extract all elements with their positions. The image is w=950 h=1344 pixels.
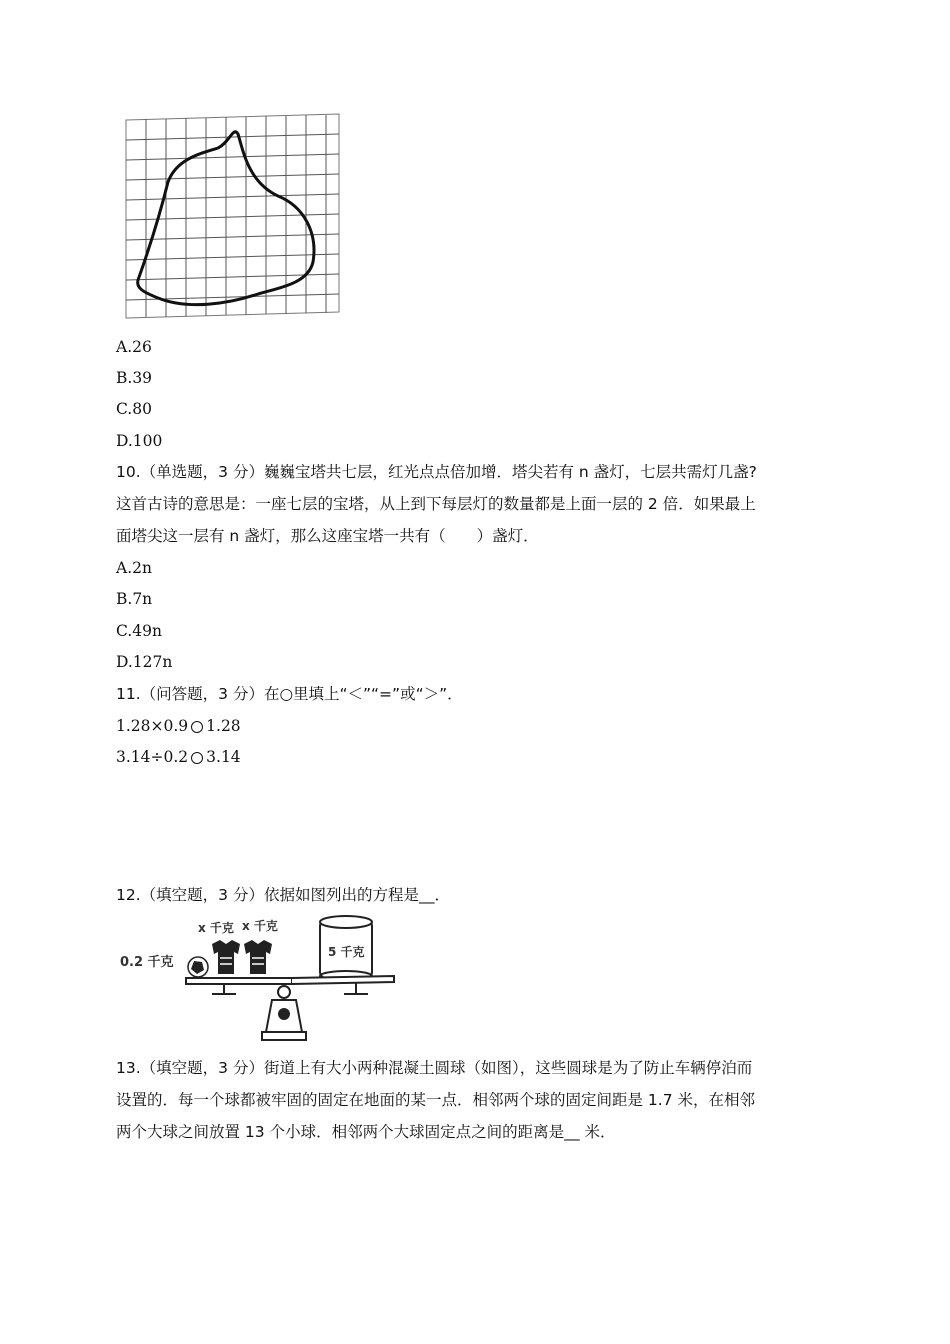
q10-stem-line2: 这首古诗的意思是：一座七层的宝塔，从上到下每层灯的数量都是上面一层的 2 倍．如果最上 xyxy=(116,495,756,513)
scale-base xyxy=(262,986,306,1040)
q12-stem: 12.（填空题，3 分）依据如图列出的方程是__． xyxy=(116,886,450,904)
label-can-weight: 5 千克 xyxy=(328,945,365,959)
q11-expr2-left: 3.14÷0.2 xyxy=(116,748,189,766)
q10-option-a: A.2n xyxy=(116,559,152,577)
q11-expression-1 xyxy=(116,716,241,736)
q13-stem-line2: 设置的．每一个球都被牢固的固定在地面的某一点．相邻两个球的固定间距是 1.7 米，在相邻 xyxy=(116,1091,756,1109)
q10-option-b: B.7n xyxy=(116,590,153,608)
q11-stem: 11.（问答题，3 分）在○里填上“＜”“=”或“＞”． xyxy=(116,685,463,703)
shirt-icon xyxy=(212,940,240,974)
soccer-ball-icon xyxy=(188,957,208,977)
label-ball-weight: 0.2 千克 xyxy=(120,955,174,970)
q9-option-c: C.80 xyxy=(116,400,152,418)
q13-stem-line1: 13.（填空题，3 分）街道上有大小两种混凝土圆球（如图），这些圆球是为了防止车辆停泊而 xyxy=(116,1059,753,1077)
q10-option-d: D.127n xyxy=(116,653,173,671)
q13-stem-line3: 两个大球之间放置 13 个小球．相邻两个大球固定点之间的距离是__ 米． xyxy=(116,1123,616,1141)
q11-expr2-right: 3.14 xyxy=(206,748,241,766)
q11-expr1-left: 1.28×0.9 xyxy=(116,717,189,735)
shirt-icon xyxy=(244,940,272,974)
balance-scale-figure xyxy=(116,910,396,1042)
compare-circle-icon xyxy=(191,721,203,733)
compare-circle-icon xyxy=(191,752,203,764)
q11-expr1-right: 1.28 xyxy=(206,717,241,735)
label-x-kg-1: x 千克 xyxy=(198,921,234,935)
q11-expression-2 xyxy=(116,747,241,767)
label-x-kg-2: x 千克 xyxy=(242,919,278,933)
q9-option-d: D.100 xyxy=(116,432,163,450)
q10-stem-line3: 面塔尖这一层有 n 盏灯，那么这座宝塔一共有（ ）盏灯． xyxy=(116,527,539,545)
grid-shape-figure xyxy=(118,112,344,322)
q10-stem-line1: 10.（单选题，3 分）巍巍宝塔共七层，红光点点倍加增．塔尖若有 n 盏灯，七层共需灯几盏? xyxy=(116,463,757,481)
q9-option-b: B.39 xyxy=(116,369,153,387)
q10-option-c: C.49n xyxy=(116,622,162,640)
can-icon xyxy=(320,916,372,981)
q9-option-a: A.26 xyxy=(116,338,152,356)
